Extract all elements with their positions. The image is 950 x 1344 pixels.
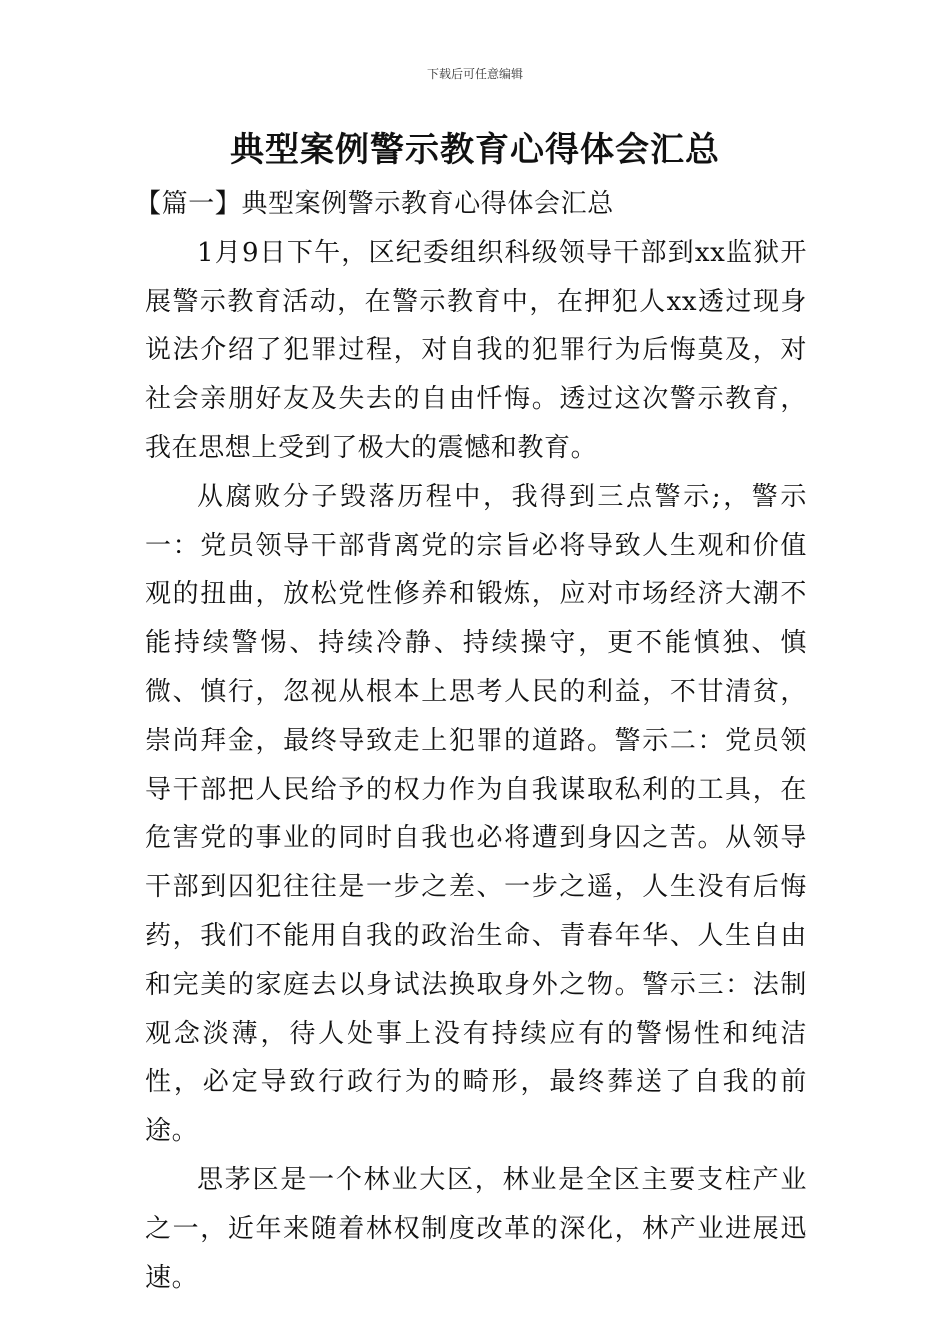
paragraph-3: 思茅区是一个林业大区，林业是全区主要支柱产业之一，近年来随着林权制度改革的深化，林产业进展迅速。: [145, 1164, 807, 1293]
section-heading: 【篇一】典型案例警示教育心得体会汇总: [135, 189, 614, 219]
header-note: 下载后可任意编辑: [426, 67, 523, 81]
document-title: 典型案例警示教育心得体会汇总: [230, 130, 720, 170]
paragraph-1: 1月9日下午，区纪委组织科级领导干部到xx监狱开展警示教育活动，在警示教育中，在押犯人xx透过现身说法介绍了犯罪过程，对自我的犯罪行为后悔莫及，对社会亲朋好友及失去的自由忏悔。透过这次警示教育，我在思想上受到了极大的震憾和教育。: [145, 237, 807, 463]
paragraph-2: 从腐败分子毁落历程中，我得到三点警示;，警示一：党员领导干部背离党的宗旨必将导致人生观和价值观的扭曲，放松党性修养和锻炼，应对市场经济大潮不能持续警惕、持续冷静、持续操守，更不能慎独、慎微、慎行，忽视从根本上思考人民的利益，不甘清贫，崇尚拜金，最终导致走上犯罪的道路。警示二：党员领导干部把人民给予的权力作为自我谋取私利的工具，在危害党的事业的同时自我也必将遭到身囚之苦。从领导干部到囚犯往往是一步之差、一步之遥，人生没有后悔药，我们不能用自我的政治生命、青春年华、人生自由和完美的家庭去以身试法换取身外之物。警示三：法制观念淡薄，待人处事上没有持续应有的警惕性和纯洁性，必定导致行政行为的畸形，最终葬送了自我的前途。: [145, 481, 807, 1147]
document-body: [135, 180, 807, 1302]
